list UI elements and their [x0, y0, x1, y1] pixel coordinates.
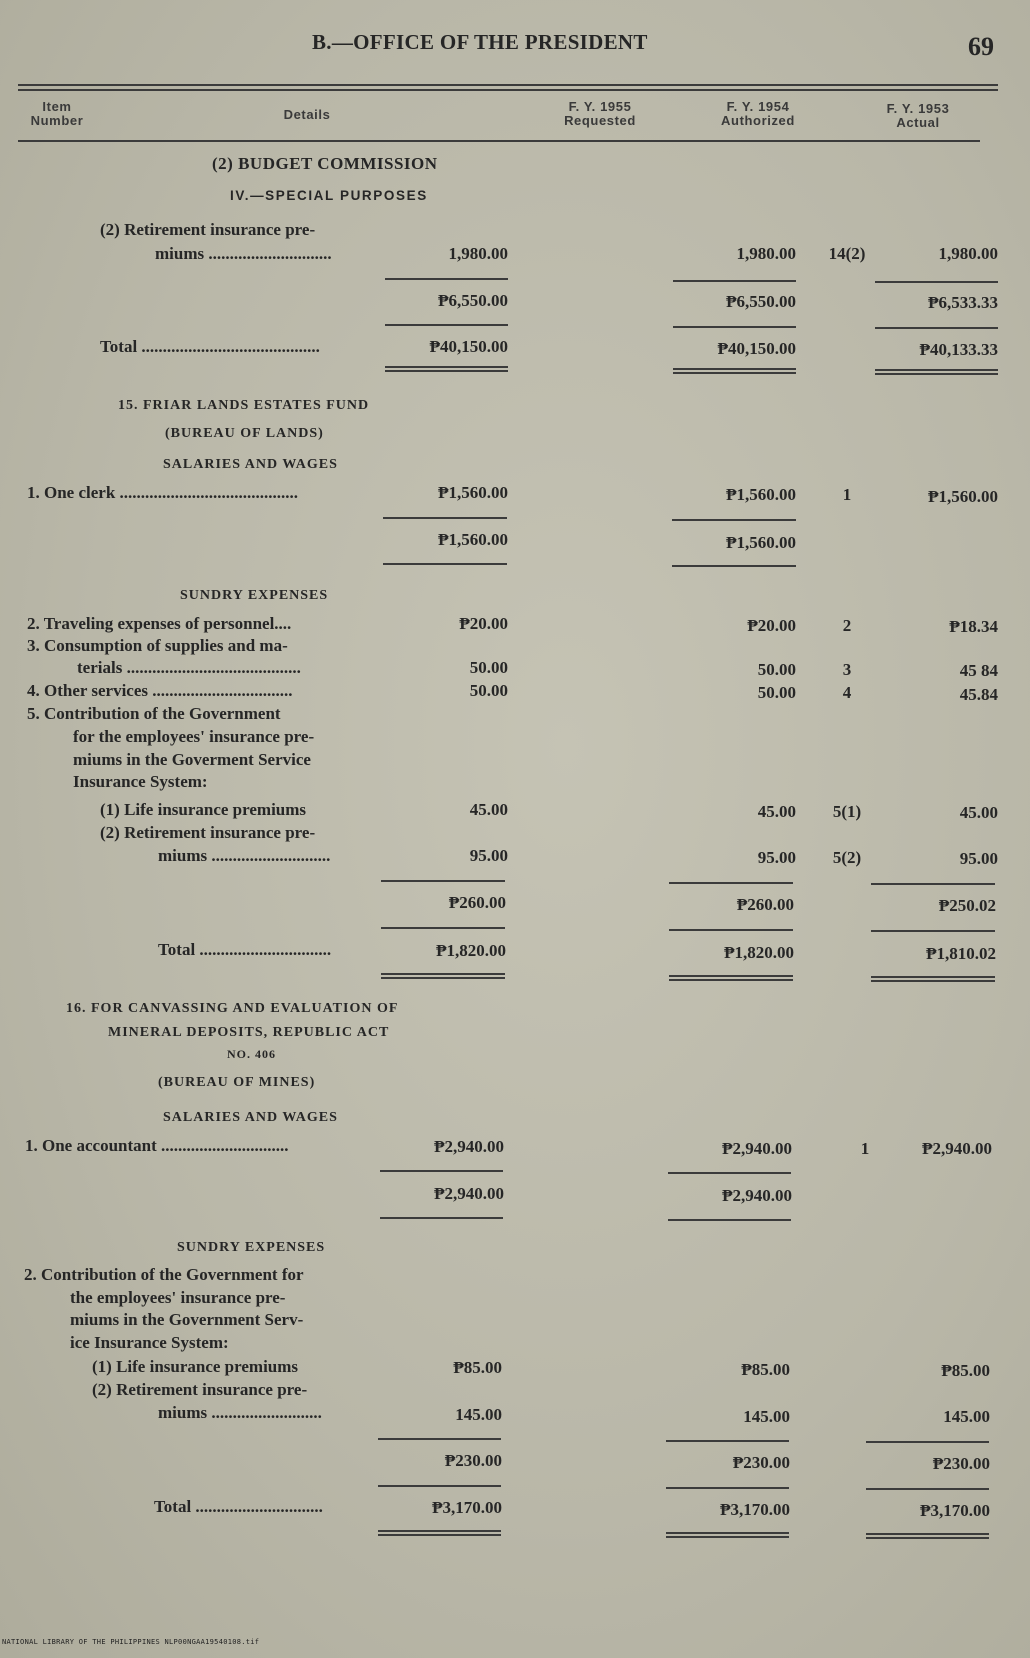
- subtotal-actual: ₱250.02: [938, 896, 996, 915]
- subheading-salaries: SALARIES AND WAGES: [163, 457, 338, 472]
- amount-requested: 145.00: [455, 1405, 502, 1424]
- subtotal-actual: ₱6,533.33: [928, 293, 998, 312]
- total-rule: [871, 930, 995, 932]
- subtotal-rule: [385, 278, 508, 280]
- section-title: (2) BUDGET COMMISSION: [212, 154, 438, 173]
- detail-line: the employees' insurance pre-: [70, 1288, 286, 1307]
- actual-ref: 14(2): [828, 244, 866, 263]
- subtotal-rule: [380, 1170, 503, 1172]
- total-authorized: ₱1,820.00: [724, 943, 794, 962]
- total-double-rule: [385, 366, 508, 372]
- page-number: 69: [968, 32, 994, 61]
- amount-requested: 1,980.00: [448, 244, 508, 263]
- subtotal-actual: ₱230.00: [932, 1454, 990, 1473]
- detail-line: miums ............................: [158, 846, 331, 865]
- amount-authorized: ₱1,560.00: [726, 485, 796, 504]
- total-rule: [666, 1487, 789, 1489]
- amount-authorized: ₱85.00: [741, 1360, 790, 1379]
- section-title: MINERAL DEPOSITS, REPUBLIC ACT: [108, 1025, 390, 1040]
- amount-authorized: 95.00: [757, 848, 796, 867]
- total-rule: [669, 929, 793, 931]
- amount-actual: ₱85.00: [941, 1361, 990, 1380]
- total-label: Total ..........................................: [100, 337, 320, 356]
- subtotal-authorized: ₱2,940.00: [722, 1186, 792, 1205]
- detail-line: 2. Traveling expenses of personnel....: [27, 614, 292, 633]
- amount-authorized: ₱2,940.00: [722, 1139, 792, 1158]
- total-actual: ₱1,810.02: [926, 944, 996, 963]
- amount-authorized: ₱20.00: [747, 616, 796, 635]
- col-fy1954-label-2: Authorized: [721, 113, 795, 128]
- detail-line: 4. Other services .................................: [27, 681, 293, 700]
- col-item-label-1: Item: [42, 99, 72, 114]
- subtotal-requested: ₱6,550.00: [438, 291, 508, 310]
- detail-line: terials .........................................: [77, 658, 301, 677]
- total-double-rule: [871, 976, 995, 982]
- amount-actual: ₱2,940.00: [922, 1139, 992, 1158]
- detail-line: 2. Contribution of the Government for: [24, 1265, 304, 1284]
- amount-authorized: 1,980.00: [736, 244, 796, 263]
- subtotal-requested: ₱1,560.00: [438, 530, 508, 549]
- amount-actual: 1,980.00: [938, 244, 998, 263]
- subtotal-requested: ₱260.00: [448, 893, 506, 912]
- page-title: B.—OFFICE OF THE PRESIDENT: [312, 30, 648, 54]
- subtotal-rule: [673, 280, 796, 282]
- amount-requested: ₱2,940.00: [434, 1137, 504, 1156]
- subtotal-rule: [866, 1441, 989, 1443]
- total-double-rule: [378, 1530, 501, 1536]
- section-title: 16. FOR CANVASSING AND EVALUATION OF: [66, 1001, 399, 1016]
- total-rule: [875, 327, 998, 329]
- section-bureau: (BUREAU OF LANDS): [165, 426, 324, 441]
- amount-actual: ₱18.34: [949, 617, 998, 636]
- detail-line: Insurance System:: [73, 772, 208, 791]
- subtotal-underline: [383, 563, 507, 565]
- actual-ref: 3: [842, 660, 852, 679]
- total-actual: ₱40,133.33: [919, 340, 998, 359]
- subtotal-requested: ₱2,940.00: [434, 1184, 504, 1203]
- subtotal-underline: [380, 1217, 503, 1219]
- actual-ref: 5(2): [832, 848, 862, 867]
- subheading-sundry: SUNDRY EXPENSES: [177, 1240, 326, 1255]
- detail-line: (1) Life insurance premiums: [100, 800, 307, 819]
- detail-line: 5. Contribution of the Government: [27, 704, 281, 723]
- subtotal-underline: [672, 565, 796, 567]
- amount-requested: ₱20.00: [459, 614, 508, 633]
- total-label: Total ...............................: [158, 940, 332, 959]
- col-item-label-2: Number: [30, 113, 84, 128]
- subtotal-authorized: ₱260.00: [736, 895, 794, 914]
- amount-actual: 45.84: [959, 685, 998, 704]
- subtotal-requested: ₱230.00: [444, 1451, 502, 1470]
- section-title: 15. FRIAR LANDS ESTATES FUND: [118, 398, 370, 413]
- total-requested: ₱3,170.00: [432, 1498, 502, 1517]
- subtotal-authorized: ₱230.00: [732, 1453, 790, 1472]
- subtotal-rule: [378, 1438, 501, 1440]
- detail-line: miums in the Goverment Service: [73, 750, 311, 769]
- amount-requested: ₱1,560.00: [438, 483, 508, 502]
- total-authorized: ₱40,150.00: [717, 339, 796, 358]
- total-requested: ₱1,820.00: [436, 941, 506, 960]
- total-double-rule: [866, 1533, 989, 1539]
- detail-line: (1) Life insurance premiums: [92, 1357, 299, 1376]
- subtotal-rule: [383, 517, 507, 519]
- amount-actual: 95.00: [959, 849, 998, 868]
- total-rule: [378, 1485, 501, 1487]
- total-actual: ₱3,170.00: [920, 1501, 990, 1520]
- total-rule: [673, 326, 796, 328]
- total-authorized: ₱3,170.00: [720, 1500, 790, 1519]
- subtotal-rule: [672, 519, 796, 521]
- detail-line: 1. One clerk ..........................................: [27, 483, 299, 502]
- detail-line: ice Insurance System:: [70, 1333, 229, 1352]
- section-subtitle: IV.—SPECIAL PURPOSES: [230, 188, 428, 203]
- col-fy1953-label-1: F. Y. 1953: [886, 101, 950, 116]
- total-double-rule: [669, 975, 793, 981]
- total-double-rule: [673, 368, 796, 374]
- actual-ref: 5(1): [832, 802, 862, 821]
- amount-authorized: 50.00: [757, 683, 796, 702]
- subtotal-rule: [666, 1440, 789, 1442]
- column-header-rule: [18, 140, 980, 142]
- actual-ref: 1: [842, 485, 852, 504]
- actual-ref: 1: [860, 1139, 870, 1158]
- actual-ref: 4: [842, 683, 852, 702]
- detail-line: miums .............................: [155, 244, 332, 263]
- total-requested: ₱40,150.00: [429, 337, 508, 356]
- detail-line: for the employees' insurance pre-: [73, 727, 315, 746]
- amount-actual: ₱1,560.00: [928, 487, 998, 506]
- subtotal-authorized: ₱6,550.00: [726, 292, 796, 311]
- subheading-sundry: SUNDRY EXPENSES: [180, 588, 329, 603]
- detail-line: 1. One accountant ..............................: [25, 1136, 289, 1155]
- actual-ref: 2: [842, 616, 852, 635]
- amount-requested: 50.00: [469, 658, 508, 677]
- col-fy1955-label-1: F. Y. 1955: [568, 99, 632, 114]
- detail-line: miums in the Government Serv-: [70, 1310, 304, 1329]
- col-fy1955-label-2: Requested: [564, 113, 636, 128]
- amount-authorized: 45.00: [757, 802, 796, 821]
- amount-requested: 45.00: [469, 800, 508, 819]
- amount-actual: 45 84: [959, 661, 998, 680]
- header-double-rule: [18, 84, 998, 91]
- amount-actual: 45.00: [959, 803, 998, 822]
- amount-authorized: 50.00: [757, 660, 796, 679]
- subtotal-rule: [381, 880, 505, 882]
- total-double-rule: [381, 973, 505, 979]
- subtotal-rule: [668, 1172, 791, 1174]
- subtotal-rule: [871, 883, 995, 885]
- section-bureau: (BUREAU OF MINES): [158, 1075, 316, 1090]
- detail-line: (2) Retirement insurance pre-: [92, 1380, 308, 1399]
- amount-authorized: 145.00: [743, 1407, 790, 1426]
- subtotal-underline: [668, 1219, 791, 1221]
- total-double-rule: [666, 1532, 789, 1538]
- total-label: Total ..............................: [154, 1497, 323, 1516]
- col-item-number: [22, 100, 92, 128]
- total-rule: [866, 1488, 989, 1490]
- amount-actual: 145.00: [943, 1407, 990, 1426]
- amount-requested: ₱85.00: [453, 1358, 502, 1377]
- detail-line: (2) Retirement insurance pre-: [100, 823, 316, 842]
- section-title: NO. 406: [227, 1047, 276, 1061]
- total-double-rule: [875, 369, 998, 375]
- col-fy1953: [858, 102, 978, 130]
- detail-line: (2) Retirement insurance pre-: [100, 220, 316, 239]
- total-rule: [385, 324, 508, 326]
- subtotal-rule: [669, 882, 793, 884]
- subtotal-authorized: ₱1,560.00: [726, 533, 796, 552]
- detail-line: miums ..........................: [158, 1403, 322, 1422]
- total-rule: [381, 927, 505, 929]
- col-fy1955: [540, 100, 660, 128]
- col-details: Details: [283, 107, 331, 122]
- amount-requested: 95.00: [469, 846, 508, 865]
- scan-footer: NATIONAL LIBRARY OF THE PHILIPPINES NLP00NGAA19540108.tif: [2, 1638, 260, 1646]
- detail-line: 3. Consumption of supplies and ma-: [27, 636, 288, 655]
- amount-requested: 50.00: [469, 681, 508, 700]
- subtotal-rule: [875, 281, 998, 283]
- subheading-salaries: SALARIES AND WAGES: [163, 1110, 338, 1125]
- col-fy1954-label-1: F. Y. 1954: [726, 99, 790, 114]
- col-fy1954: [698, 100, 818, 128]
- col-fy1953-label-2: Actual: [896, 115, 940, 130]
